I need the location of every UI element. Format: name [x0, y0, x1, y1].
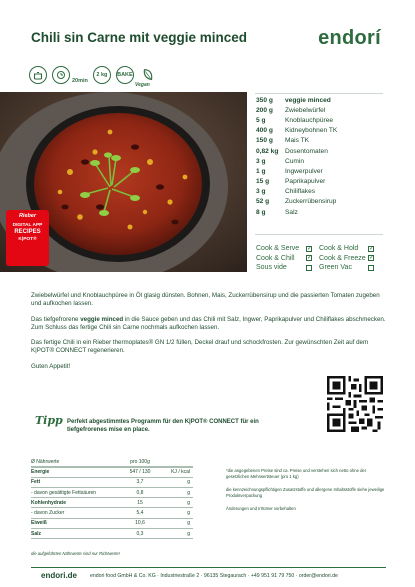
steam-icon: BAKE: [116, 66, 134, 84]
cooking-modes: [256, 244, 381, 273]
ingredient-row: 0,82 kg Dosentomaten: [256, 147, 328, 155]
closing-line: Guten Appetit!: [31, 362, 71, 370]
tipp-heading: Tipp: [35, 414, 63, 427]
pot-icon: [29, 66, 47, 84]
checkbox-checked-icon: ✓: [369, 255, 375, 262]
weight-icon: 2 kg: [93, 66, 111, 84]
checkbox-checked-icon: ✓: [369, 245, 375, 252]
brand-logo: endorí: [318, 27, 381, 49]
table-header: Ø Nährwerte pro 100g: [31, 457, 193, 467]
table-row: Kohlenhydrate 15 g: [31, 498, 193, 508]
tipp-text: Perfekt abgestimmtes Programm für den K|POT® CONNECT für ein tiefgefrorenes mise en place.: [67, 419, 259, 433]
mode-cook-freeze: Cook & Freeze ✓: [319, 254, 375, 262]
table-row: - davon Zucker 5,4 g: [31, 508, 193, 518]
ingredient-row: 3 g Cumin: [256, 157, 305, 165]
checkbox-checked-icon: ✓: [307, 245, 313, 252]
vegan-label: Vegan: [135, 82, 150, 88]
ingredient-row: 5 g Knoblauchpüree: [256, 116, 334, 124]
ingredient-row: 200 g Zwiebelwürfel: [256, 106, 326, 114]
nutrition-note: die aufgeführten Nährwerte sind nur Richtwerte!: [31, 551, 120, 556]
checkbox-checked-icon: ✓: [307, 255, 313, 262]
divider: [255, 93, 383, 94]
digital-app-recipes-badge: Rieber DIGITAL APP RECIPES K|POT®: [6, 210, 49, 266]
mode-cook-hold: Cook & Hold ✓: [319, 245, 375, 253]
mode-cook-serve: Cook & Serve ✓: [256, 245, 313, 253]
table-row: Energie 547 / 130 KJ / kcal: [31, 467, 193, 477]
table-row: Fett 3,7 g: [31, 478, 193, 488]
ingredient-row: 150 g Mais TK: [256, 137, 310, 145]
footnote: die kennzeichnungspflichtigen Zusatzstoffe und allergene Inhaltsstoffe siehe jeweilige Produktverpackung: [226, 487, 385, 498]
table-row: Salz 0,3 g: [31, 529, 193, 539]
instruction-paragraph: Das fertige Chili in ein Rieber thermoplates® GN 1/2 füllen, Deckel drauf und schockfrosten. Zur gewünschten Zeit auf dem K|POT® CONNECT regenerieren.: [31, 339, 369, 355]
ingredient-row: 400 g Kidneybohnen TK: [256, 127, 338, 135]
ingredient-row: 350 g veggie minced: [256, 96, 331, 104]
checkbox-empty-icon: [368, 265, 374, 271]
footer-divider: [31, 567, 386, 568]
mode-cook-chill: Cook & Chill ✓: [256, 254, 313, 262]
instructions: [31, 292, 386, 378]
timer-icon: [52, 66, 70, 84]
recipe-title: Chili sin Carne mit veggie minced: [31, 30, 248, 45]
mode-green-vac: Green Vac: [319, 264, 381, 271]
table-row: Eiweiß 10,6 g: [31, 519, 193, 529]
instruction-paragraph: Zwiebelwürfel und Knoblauchpüree in Öl glasig dünsten. Bohnen, Mais, Zuckerrübensirup und die passierten Tomaten zugeben und aufkochen lassen.: [31, 292, 380, 308]
ingredient-row: 3 g Chiliflakes: [256, 188, 316, 196]
ingredient-row: 8 g Salz: [256, 208, 298, 216]
checkbox-empty-icon: [306, 265, 312, 271]
timer-label: 20min: [72, 78, 88, 84]
ingredient-row: 1 g Ingwerpulver: [256, 167, 323, 175]
ingredient-row: 15 g Paprikapulver: [256, 178, 326, 186]
qr-code[interactable]: [327, 376, 383, 432]
nutrition-table: [31, 457, 193, 539]
ingredient-list: [256, 95, 337, 217]
footnote: Änderungen und Irrtümer vorbehalten: [226, 506, 296, 512]
instruction-paragraph: Das tiefgefrorene veggie minced in die Sauce geben und das Chili mit Salz, Ingwer, Paprikapulver und Chiliflakes abschmecken. Zum Schluss das fertige Chili sin Carne nochmals aufkochen lassen.: [31, 315, 386, 331]
mode-sous-vide: Sous vide: [256, 264, 319, 271]
footer-address: endori food GmbH & Co. KG · Industriestraße 2 · 96135 Stegaurach · +49 951 91 79 750 · order@endori.de: [90, 573, 338, 579]
footnotes: [226, 468, 386, 520]
divider: [255, 234, 383, 235]
ingredient-row: 52 g Zuckerrübensirup: [256, 198, 337, 206]
footnote: *die angegebenen Preise sind ca. Preise und verstehen sich netto ohne der gesetzlichen Mehrwertsteuer (pro 1 kg): [226, 468, 367, 479]
table-row: - davon gesättigte Fettsäuren 0,8 g: [31, 488, 193, 498]
footer-brand-link[interactable]: endori.de: [41, 571, 78, 580]
